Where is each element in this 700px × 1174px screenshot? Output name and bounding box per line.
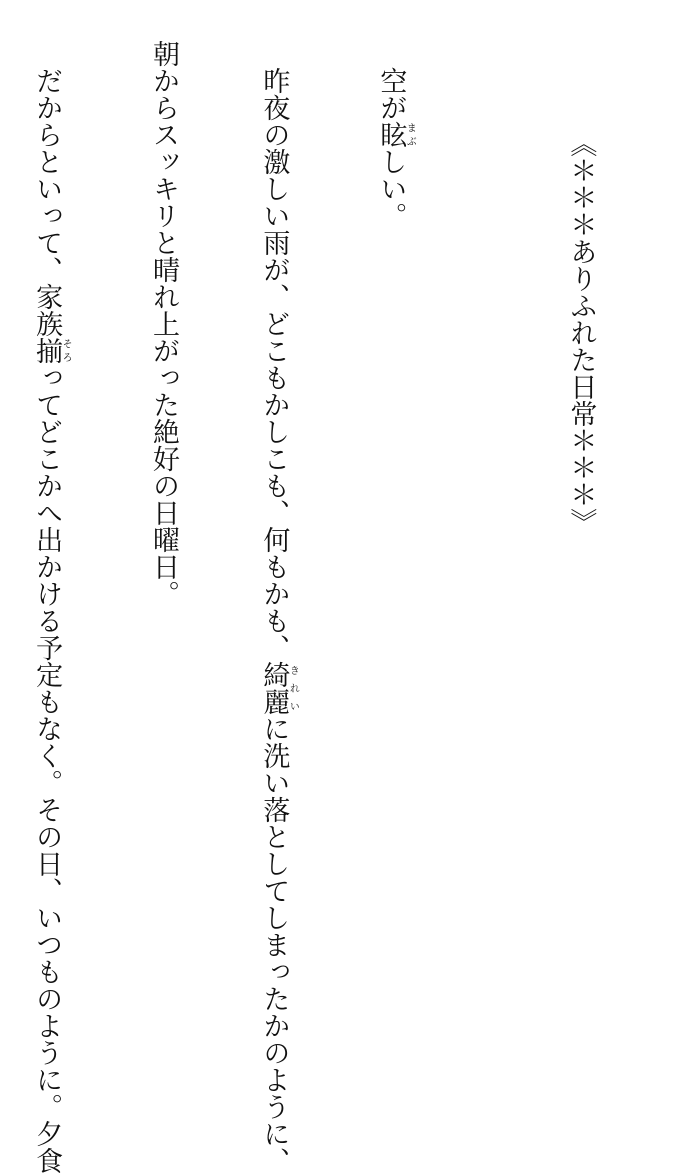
ruby-mabushii: 眩まぶ: [375, 121, 416, 148]
text-line-1: 空が眩まぶしい。: [375, 40, 416, 229]
text-line-4: だからといって、家族揃そろってどこかへ出かける予定もなく。その日、いつものように。夕食: [31, 40, 72, 1174]
vertical-text-body: [0, 40, 674, 1174]
ruby-soro: 揃そろ: [31, 337, 72, 364]
text-line-3: 朝からスッキリと晴れ上がった絶好の日曜日。: [148, 40, 180, 607]
chapter-title: 《＊＊＊ありふれた日常＊＊＊》: [565, 130, 597, 535]
ruby-kirei: 綺麗きれい: [258, 661, 299, 715]
text-line-2: 昨夜の激しい雨が、どこもかしこも、何もかも、綺麗きれいに洗い落としてしまったかのように、: [258, 40, 299, 1174]
